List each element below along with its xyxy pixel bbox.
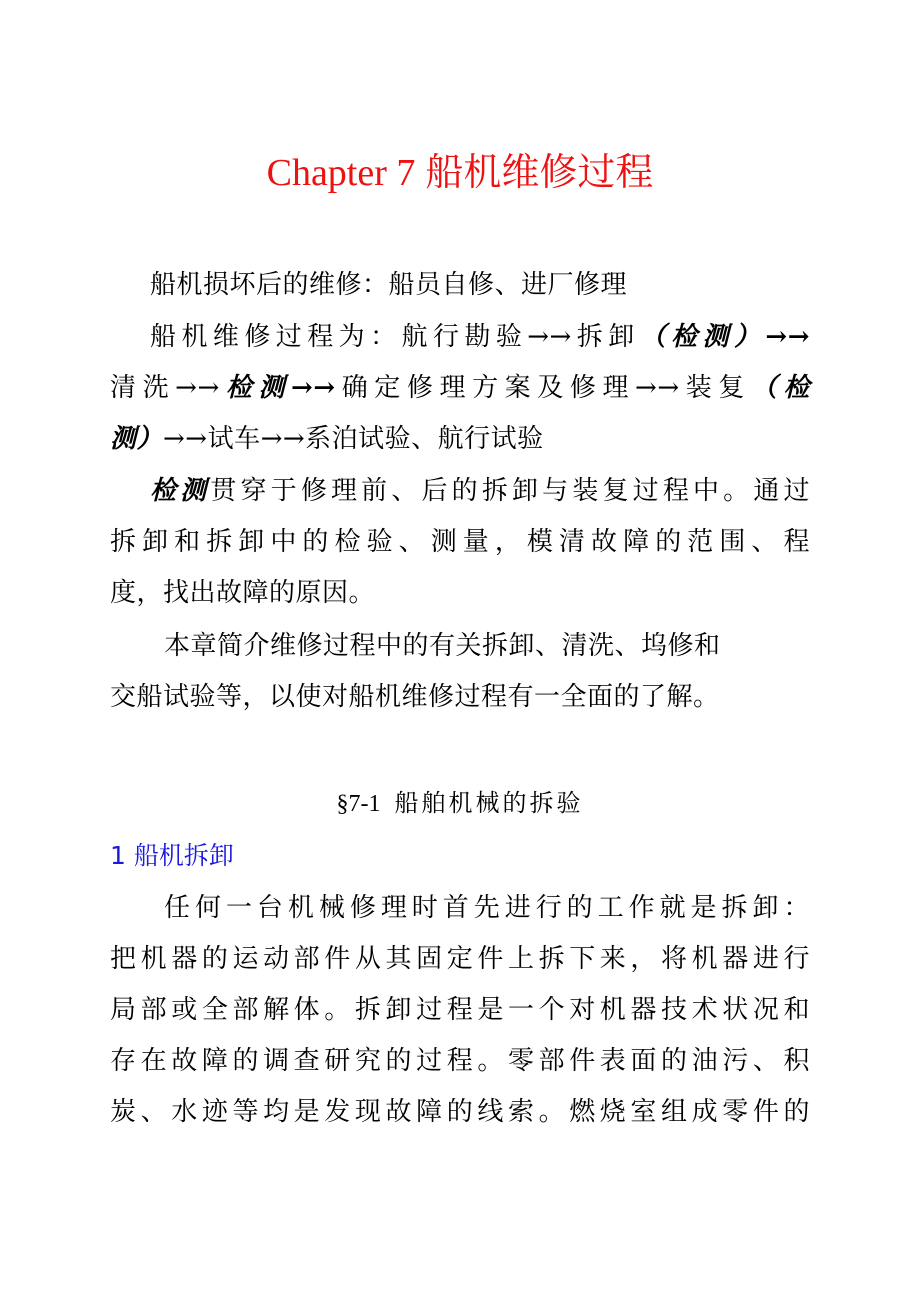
paragraph-line: [110, 466, 810, 517]
process-text: 船机维修过程为：航行勘验→→拆卸: [150, 322, 640, 352]
process-paragraph: [110, 312, 810, 465]
paragraph-line: [110, 363, 810, 414]
paragraph-line: 交船试验等，以使对船机维修过程有一全面的了解。: [110, 682, 720, 712]
process-text: 清洗→→: [110, 373, 220, 403]
inspection-paragraph: [110, 466, 810, 619]
process-emphasis: （检: [750, 373, 810, 403]
paragraph-line: 船机损坏后的维修：船员自修、进厂修理: [150, 270, 628, 300]
subsection-heading: 1 船机拆卸: [110, 841, 234, 870]
paragraph-line: 存在故障的调查研究的过程。零部件表面的油污、积: [110, 1046, 810, 1076]
process-emphasis: 检测→→: [219, 373, 336, 403]
chapter-title-english: Chapter 7: [266, 152, 416, 194]
section-title: 船舶机械的拆验: [394, 789, 584, 817]
process-text: 确定修理方案及修理→→装复: [335, 373, 751, 403]
section-number: §7-1: [336, 791, 381, 817]
inspection-emphasis: 检测: [150, 476, 211, 506]
paragraph-line: 本章简介维修过程中的有关拆卸、清洗、坞修和: [164, 631, 721, 661]
intro-paragraph-repair-types: [110, 260, 810, 311]
section-heading: [0, 778, 920, 829]
process-emphasis: （检测）→→: [639, 322, 810, 352]
summary-paragraph: [110, 621, 810, 723]
paragraph-line: [110, 312, 810, 363]
paragraph-text: 贯穿于修理前、后的拆卸与装复过程中。通过: [210, 476, 810, 506]
paragraph-line: 任何一台机械修理时首先进行的工作就是拆卸：: [164, 893, 810, 923]
chapter-title-chinese: 船机维修过程: [425, 150, 654, 194]
process-emphasis: 测）: [110, 424, 164, 454]
disassembly-paragraph: [110, 883, 810, 1138]
paragraph-line: 拆卸和拆卸中的检验、测量，模清故障的范围、程: [110, 527, 810, 557]
paragraph-line: 局部或全部解体。拆卸过程是一个对机器技术状况和: [110, 995, 810, 1025]
process-text: →→试车→→系泊试验、航行试验: [163, 424, 544, 454]
paragraph-line: [110, 414, 810, 465]
paragraph-line: 炭、水迹等均是发现故障的线索。燃烧室组成零件的: [110, 1097, 810, 1127]
chapter-title: [0, 142, 920, 203]
paragraph-line: 度，找出故障的原因。: [110, 578, 376, 608]
paragraph-line: 把机器的运动部件从其固定件上拆下来，将机器进行: [110, 944, 810, 974]
